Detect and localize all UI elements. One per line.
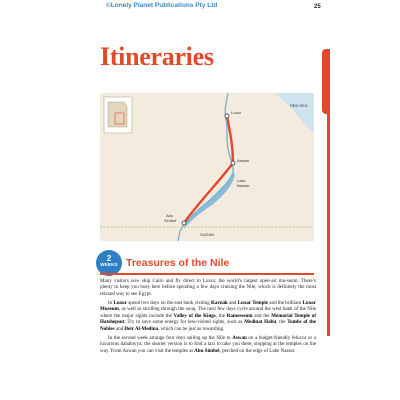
label-lake-nasser-2: Nasser bbox=[237, 183, 250, 188]
text-run: spend two days on the east bank visiting bbox=[126, 299, 211, 306]
paragraph-luxor bbox=[100, 300, 316, 332]
place-name: Memorial Temple of Hatshepsut bbox=[100, 312, 316, 326]
paragraph-intro bbox=[100, 278, 316, 297]
label-luxor: Luxor bbox=[231, 110, 242, 115]
label-red-sea: RED SEA bbox=[290, 103, 308, 108]
page-title: Itineraries bbox=[100, 42, 214, 71]
text-run: . Try to save some energy for less-visited sights, such as bbox=[124, 319, 245, 326]
label-abu-simbel-1: Abu bbox=[166, 213, 174, 218]
text-run: , the bbox=[215, 312, 227, 319]
label-lake-nasser-1: Lake bbox=[237, 178, 246, 183]
badge-number: 2 bbox=[106, 254, 112, 263]
text-run: Many visitors now skip Cairo and fly direct to Luxor, the world’s largest open-air mu-seum. There’s plenty to keep you busy here before spending a few days cruising the Nile, which is definitely the most relaxed way to see Egypt. bbox=[100, 278, 316, 297]
place-name: Karnak bbox=[211, 299, 228, 306]
place-name: Ramesseum bbox=[226, 312, 253, 319]
text-run: , perched on the edge of Lake Nasser. bbox=[219, 347, 296, 354]
label-abu-simbel-2: Simbel bbox=[164, 218, 177, 223]
text-run: In the second week arrange four days sailing up the Nile to bbox=[108, 334, 233, 341]
text-run: , as well as strolling through the souq. The next few days cycle around the west bank of the Nile where the major sights include the bbox=[100, 306, 316, 319]
copyright-notice: ©Lonely Planet Publications Pty Ltd bbox=[106, 2, 218, 9]
locator-inset bbox=[104, 97, 132, 133]
text-run: and bbox=[114, 325, 125, 332]
label-sudan: SUDAN bbox=[200, 232, 215, 237]
place-name: Aswan bbox=[232, 334, 247, 341]
text-run: , which can be just as rewarding. bbox=[158, 325, 225, 332]
itinerary-map bbox=[100, 93, 314, 241]
badge-unit: WEEKS bbox=[100, 262, 118, 267]
text-run: and the brilliant bbox=[268, 299, 303, 306]
text-run: and bbox=[227, 299, 238, 306]
place-name: Abu Simbel bbox=[194, 347, 220, 354]
marker-aswan bbox=[231, 161, 235, 165]
paragraph-aswan bbox=[100, 335, 316, 354]
text-run: In bbox=[108, 299, 114, 306]
section-heading: Treasures of the Nile bbox=[126, 257, 230, 269]
marker-abu-simbel bbox=[182, 221, 186, 225]
text-run: and the bbox=[252, 312, 272, 319]
place-name: Tombs of the Nobles bbox=[100, 319, 317, 332]
page-number: 25 bbox=[314, 4, 321, 10]
place-name: Luxor Museum bbox=[100, 299, 317, 313]
place-name: Medinat Habu bbox=[244, 319, 277, 326]
itinerary-body bbox=[100, 278, 316, 356]
label-aswan: Aswan bbox=[237, 158, 250, 163]
place-name: Deir Al-Medina bbox=[124, 325, 159, 332]
chapter-side-stripe bbox=[327, 114, 330, 336]
text-run: , the bbox=[276, 319, 288, 326]
text-run: on a budget-friendly felucca or a luxurious dahabiyya; the shorter version is to find a taxi to take you there, stopping at the temples on the way. From Aswan you can visit the temples at bbox=[100, 334, 317, 354]
section-divider bbox=[100, 273, 314, 275]
page-header bbox=[0, 0, 400, 12]
marker-luxor bbox=[225, 114, 229, 118]
chapter-thumb-tab bbox=[322, 49, 330, 114]
place-name: Valley of the Kings bbox=[173, 312, 216, 319]
place-name: Luxor Temple bbox=[237, 299, 269, 306]
place-name: Luxor bbox=[113, 299, 127, 306]
